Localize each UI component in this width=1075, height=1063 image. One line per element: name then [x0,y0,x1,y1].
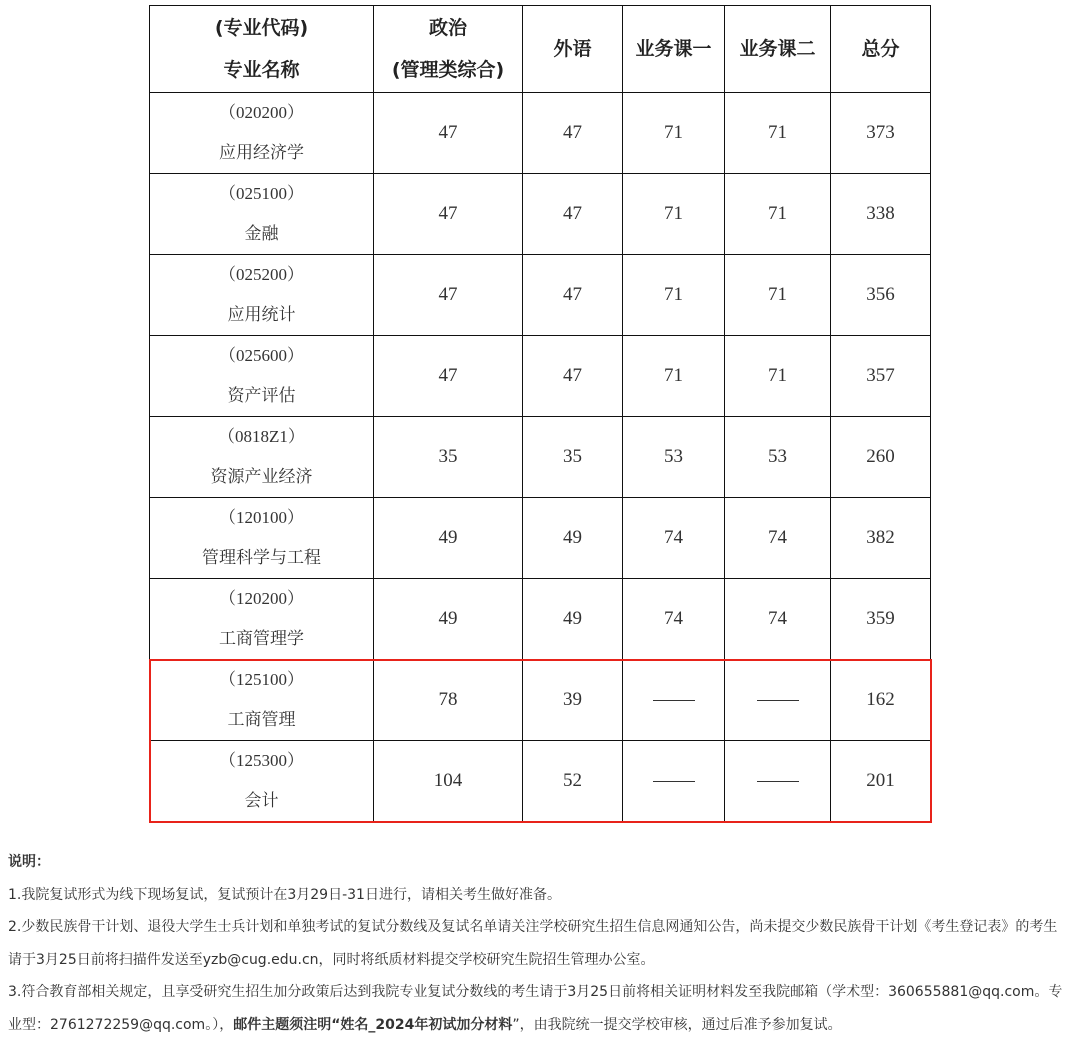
politics-cell: 47 [374,93,523,174]
course1-cell [623,741,725,822]
course2-cell: 71 [725,336,831,417]
note-item-3 [8,976,1070,1041]
course1-cell: 71 [623,255,725,336]
header-major [150,6,374,93]
major-cell [150,174,374,255]
politics-cell: 47 [374,336,523,417]
dash-placeholder [653,781,695,782]
total-cell: 260 [831,417,931,498]
major-code: （025600） [219,346,304,365]
major-code: （020200） [219,103,304,122]
course2-cell: 74 [725,498,831,579]
foreign-language-cell: 49 [523,579,623,660]
header-politics-line1: 政治 [428,17,467,39]
course1-cell: 74 [623,579,725,660]
note-item-2: 2.少数民族骨干计划、退役大学生士兵计划和单独考试的复试分数线及复试名单请关注学校研究生招生信息网通知公告，尚未提交少数民族骨干计划《考生登记表》的考生请于3月25日前将扫描件发送至yzb@cug.edu.cn，同时将纸质材料提交学校研究生院招生管理办公室。 [8,919,1058,968]
major-code: （120100） [219,508,304,527]
note-item-3-tail: ”，由我院统一提交学校审核，通过后准予参加复试。 [512,1016,842,1033]
major-cell [150,255,374,336]
header-foreign-language: 外语 [523,6,623,93]
foreign-language-cell: 35 [523,417,623,498]
retest-score-table [149,5,931,822]
total-cell: 162 [831,660,931,741]
header-course1: 业务课一 [623,6,725,93]
major-name: 会计 [244,791,279,811]
major-cell [150,498,374,579]
major-name: 工商管理学 [219,629,304,649]
course2-cell: 71 [725,174,831,255]
major-cell [150,741,374,822]
dash-placeholder [757,700,799,701]
major-name: 资源产业经济 [210,467,313,487]
table-row [150,498,931,579]
table-row [150,417,931,498]
header-politics-line2: (管理类综合) [391,59,505,81]
note-item-3-bold: 邮件主题须注明“姓名_2024年初试加分材料 [233,1016,513,1033]
dash-placeholder [653,700,695,701]
major-cell [150,336,374,417]
politics-cell: 78 [374,660,523,741]
total-cell: 359 [831,579,931,660]
table-header-row [150,6,931,93]
course1-cell: 74 [623,498,725,579]
course2-cell: 74 [725,579,831,660]
course1-cell [623,660,725,741]
course2-cell: 71 [725,93,831,174]
major-cell [150,417,374,498]
dash-placeholder [757,781,799,782]
politics-cell: 49 [374,498,523,579]
notes-section [8,846,1070,1041]
total-cell: 373 [831,93,931,174]
politics-cell: 49 [374,579,523,660]
course2-cell [725,660,831,741]
course2-cell: 71 [725,255,831,336]
major-name: 管理科学与工程 [202,548,321,568]
major-name: 工商管理 [227,710,296,730]
major-name: 应用统计 [227,305,296,325]
major-code: （0818Z1） [218,427,305,446]
major-code: （125300） [219,751,304,770]
total-cell: 357 [831,336,931,417]
foreign-language-cell: 47 [523,336,623,417]
politics-cell: 35 [374,417,523,498]
note-item-1: 1.我院复试形式为线下现场复试，复试预计在3月29日-31日进行，请相关考生做好准备。 [8,886,561,903]
total-cell: 338 [831,174,931,255]
total-cell: 356 [831,255,931,336]
table-row [150,579,931,660]
major-code: （120200） [219,589,304,608]
major-cell [150,93,374,174]
table-row [150,93,931,174]
politics-cell: 47 [374,174,523,255]
table-row [150,336,931,417]
foreign-language-cell: 49 [523,498,623,579]
header-total: 总分 [831,6,931,93]
major-cell [150,579,374,660]
course1-cell: 71 [623,93,725,174]
major-name: 资产评估 [227,386,296,406]
course2-cell [725,741,831,822]
table-row [150,255,931,336]
politics-cell: 104 [374,741,523,822]
major-code: （025200） [219,265,304,284]
foreign-language-cell: 47 [523,174,623,255]
score-table-container [149,5,930,822]
table-row [150,174,931,255]
foreign-language-cell: 39 [523,660,623,741]
total-cell: 382 [831,498,931,579]
header-politics [374,6,523,93]
major-name: 应用经济学 [219,143,304,163]
notes-title: 说明： [8,854,50,870]
table-row [150,741,931,822]
total-cell: 201 [831,741,931,822]
politics-cell: 47 [374,255,523,336]
foreign-language-cell: 47 [523,255,623,336]
course1-cell: 53 [623,417,725,498]
course1-cell: 71 [623,174,725,255]
note-item-3-text: 3.符合教育部相关规定，且享受研究生招生加分政策后达到我院专业复试分数线的考生请于3月25日前将相关证明材料发至我院邮箱（学术型：360655881@qq.com。专业型：2761272259@qq.com。）， [8,984,1063,1033]
major-code: （025100） [219,184,304,203]
header-course2: 业务课二 [725,6,831,93]
major-name: 金融 [244,224,279,244]
table-row [150,660,931,741]
major-cell [150,660,374,741]
course2-cell: 53 [725,417,831,498]
foreign-language-cell: 52 [523,741,623,822]
course1-cell: 71 [623,336,725,417]
header-major-line1: (专业代码) [214,17,309,39]
foreign-language-cell: 47 [523,93,623,174]
major-code: （125100） [219,670,304,689]
header-major-line2: 专业名称 [223,59,300,81]
